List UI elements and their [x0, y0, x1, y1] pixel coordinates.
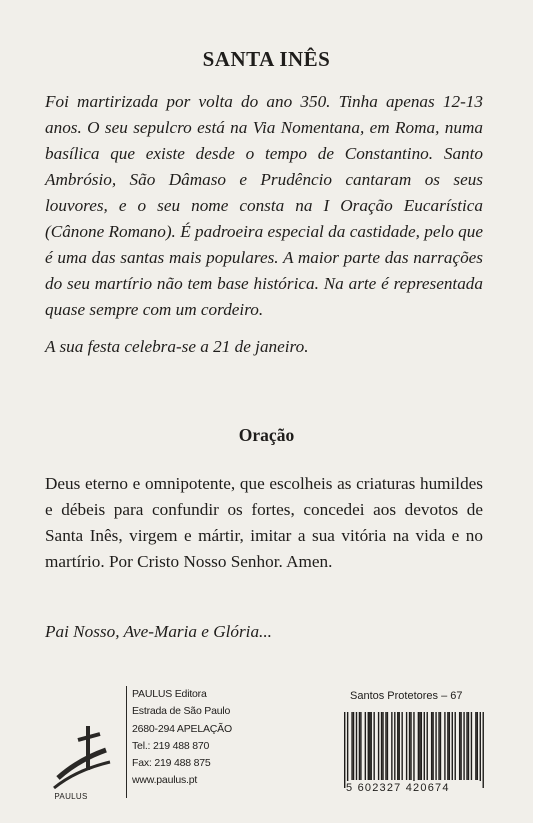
barcode-bar: [347, 712, 348, 788]
barcode-digits: 5 602327 420674: [346, 781, 482, 794]
series-label: Santos Protetores – 67: [350, 690, 463, 702]
barcode-bar: [471, 712, 472, 780]
barcode-bar: [424, 712, 425, 780]
barcode-bar: [371, 712, 372, 780]
barcode-bar: [421, 712, 422, 780]
prayer-text: Deus eterno e omnipotente, que escolheis as criaturas humildes e débeis para confundir os fortes, concedei aos devotos de Santa Inês, virgem e mártir, imitar a sua vitória na vida e no martírio. Por Cristo Nosso Senhor. Amen.: [45, 474, 483, 571]
barcode-bar: [356, 712, 357, 780]
barcode-bar: [373, 712, 374, 780]
barcode-bar: [418, 712, 419, 780]
barcode-bar: [427, 712, 428, 780]
barcode-bar: [397, 712, 398, 780]
barcode-bar: [438, 712, 439, 780]
barcode-bar: [452, 712, 453, 780]
barcode-bar: [368, 712, 369, 780]
barcode-bar: [378, 712, 379, 780]
biography: [45, 89, 483, 360]
barcode-bar: [466, 712, 467, 780]
barcode-bar: [391, 712, 392, 780]
barcode-bar: [475, 712, 476, 780]
barcode-bar: [419, 712, 420, 780]
barcode-bar: [477, 712, 478, 780]
barcode-bar: [455, 712, 456, 780]
barcode-bar: [463, 712, 464, 780]
publisher-info: [126, 686, 232, 798]
publisher-tel: Tel.: 219 488 870: [132, 739, 210, 752]
barcode-bar: [432, 712, 433, 780]
barcode-bar: [360, 712, 361, 780]
barcode-bar: [447, 712, 448, 780]
prayer-heading: Oração: [238, 425, 295, 445]
prayer-closing: Pai Nosso, Ave-Maria e Glória...: [45, 622, 272, 641]
barcode-bar: [385, 712, 386, 780]
barcode-bar: [449, 712, 450, 780]
publisher-street: Estrada de São Paulo: [132, 705, 231, 718]
barcode-bar: [369, 712, 370, 780]
publisher-name: PAULUS Editora: [132, 688, 207, 700]
biography-paragraph: Foi martirizada por volta do ano 350. Tinha apenas 12-13 anos. O seu sepulcro está na Via Nomentana, em Roma, numa basílica que existe desde o tempo de Constantino. Santo Ambrósio, São Dâmaso e Prudêncio cantaram os seus louvores, e o seu nome consta na I Oração Eucarística (Cânone Romano). É padroeira especial da castidade, pelo que é uma das santas mais populares. A maior parte das narrações do seu martírio não tem base histórica. Na arte é representada quase sempre com um cordeiro.: [45, 92, 483, 319]
barcode-bar: [480, 712, 481, 788]
barcode-bar: [399, 712, 400, 780]
publisher-postal: 2680-294 APELAÇÃO: [132, 722, 232, 735]
page-title: SANTA INÊS: [202, 47, 331, 71]
barcode-bar: [435, 712, 436, 780]
barcode-icon: [344, 712, 484, 788]
barcode-bar: [460, 712, 461, 780]
barcode-bar: [483, 712, 484, 788]
barcode-bar: [381, 712, 382, 780]
paulus-cross-logo-icon: [50, 720, 112, 798]
publisher-fax: Fax: 219 488 875: [132, 757, 211, 770]
barcode-bar: [440, 712, 441, 780]
barcode-bar: [344, 712, 345, 788]
barcode-bar: [413, 712, 414, 788]
barcode-bar: [459, 712, 460, 780]
barcode-bar: [444, 712, 445, 780]
barcode-bar: [353, 712, 354, 780]
barcode-bar: [409, 712, 410, 780]
publisher-website[interactable]: www.paulus.pt: [132, 774, 198, 787]
feast-day: A sua festa celebra-se a 21 de janeiro.: [45, 337, 309, 356]
barcode-bar: [394, 712, 395, 780]
logo-wordmark: PAULUS: [54, 792, 88, 801]
barcode-bar: [406, 712, 407, 780]
barcode-bar: [351, 712, 352, 780]
barcode-bar: [401, 712, 402, 780]
barcode-bar: [468, 712, 469, 780]
barcode-bar: [431, 712, 432, 780]
barcode-bar: [410, 712, 411, 780]
barcode-bar: [387, 712, 388, 780]
barcode-bar: [382, 712, 383, 780]
barcode-bar: [359, 712, 360, 780]
barcode-bar: [365, 712, 366, 780]
